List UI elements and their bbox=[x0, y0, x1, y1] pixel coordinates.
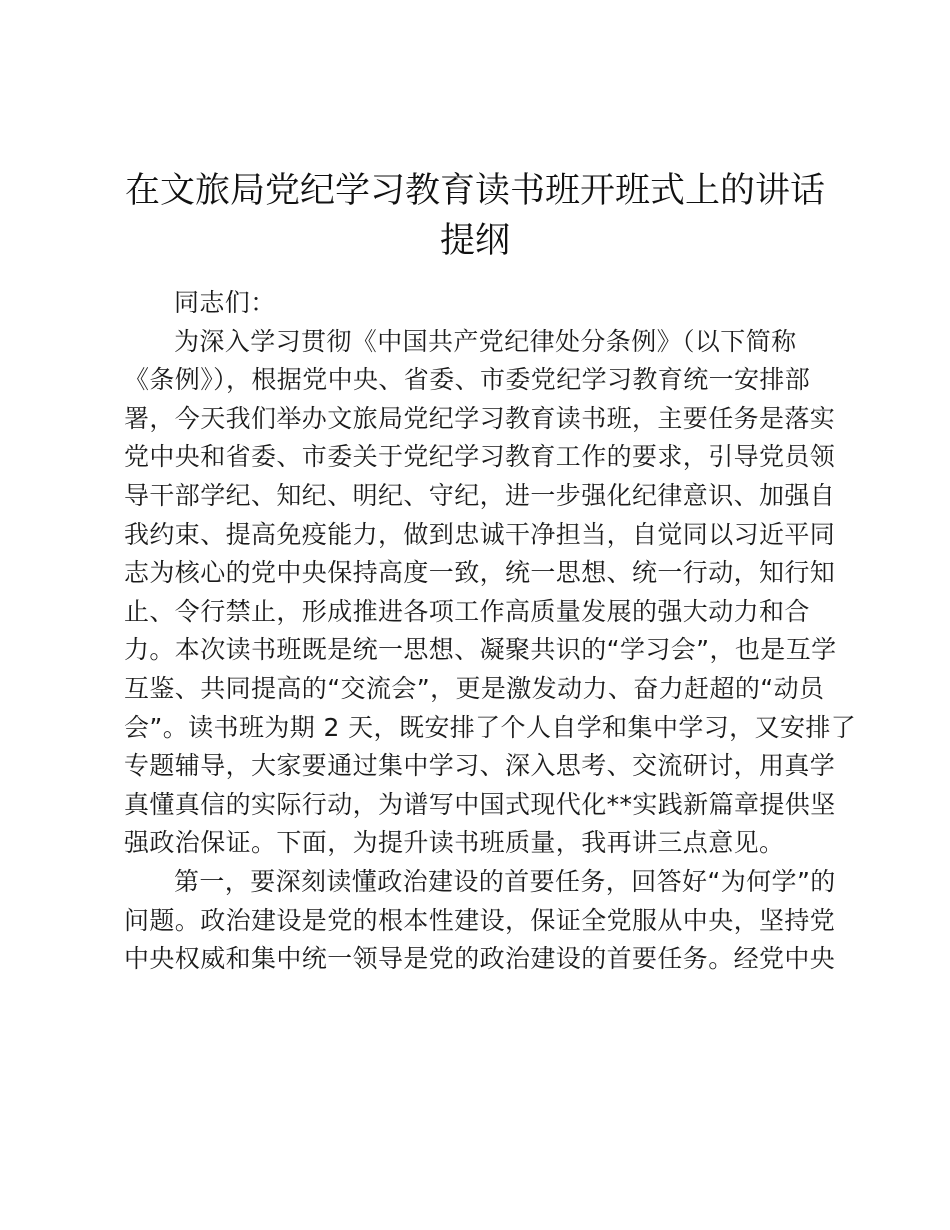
paragraph-line: 署，今天我们举办文旅局党纪学习教育读书班，主要任务是落实 bbox=[124, 403, 836, 433]
paragraph-line: 导干部学纪、知纪、明纪、守纪，进一步强化纪律意识、加强自 bbox=[124, 480, 836, 510]
paragraph-line: 会”。读书班为期 2 天，既安排了个人自学和集中学习，又安排了 bbox=[124, 712, 857, 742]
paragraph-line: 力。本次读书班既是统一思想、凝聚共识的“学习会”，也是互学 bbox=[124, 635, 837, 665]
paragraph-line: 中央权威和集中统一领导是党的政治建设的首要任务。经党中央 bbox=[124, 944, 836, 974]
paragraph-line: 止、令行禁止，形成推进各项工作高质量发展的强大动力和合 bbox=[124, 596, 810, 626]
paragraph-line: 真懂真信的实际行动，为谱写中国式现代化**实践新篇章提供坚 bbox=[124, 789, 836, 819]
paragraph-line: 互鉴、共同提高的“交流会”，更是激发动力、奋力赶超的“动员 bbox=[124, 673, 825, 703]
paragraph-line: 专题辅导，大家要通过集中学习、深入思考、交流研讨，用真学 bbox=[124, 751, 836, 781]
paragraph-line: 强政治保证。下面，为提升读书班质量，我再讲三点意见。 bbox=[124, 828, 785, 858]
title-line: 提纲 bbox=[439, 221, 510, 261]
document-title bbox=[100, 166, 850, 266]
paragraph-line: 《条例》），根据党中央、省委、市委党纪学习教育统一安排部 bbox=[124, 365, 811, 395]
paragraph-line: 第一，要深刻读懂政治建设的首要任务，回答好“为何学”的 bbox=[174, 866, 836, 896]
paragraph-line: 为深入学习贯彻《中国共产党纪律处分条例》（以下简称 bbox=[174, 326, 797, 356]
paragraph-line: 问题。政治建设是党的根本性建设，保证全党服从中央，坚持党 bbox=[124, 905, 836, 935]
salutation: 同志们： bbox=[174, 288, 276, 317]
paragraph-line: 志为核心的党中央保持高度一致，统一思想、统一行动，知行知 bbox=[124, 558, 836, 588]
paragraph-line: 我约束、提高免疫能力，做到忠诚干净担当，自觉同以习近平同 bbox=[124, 519, 836, 549]
document-body bbox=[124, 284, 857, 979]
paragraph-line: 党中央和省委、市委关于党纪学习教育工作的要求，引导党员领 bbox=[124, 442, 836, 472]
title-line: 在文旅局党纪学习教育读书班开班式上的讲话 bbox=[124, 171, 825, 211]
